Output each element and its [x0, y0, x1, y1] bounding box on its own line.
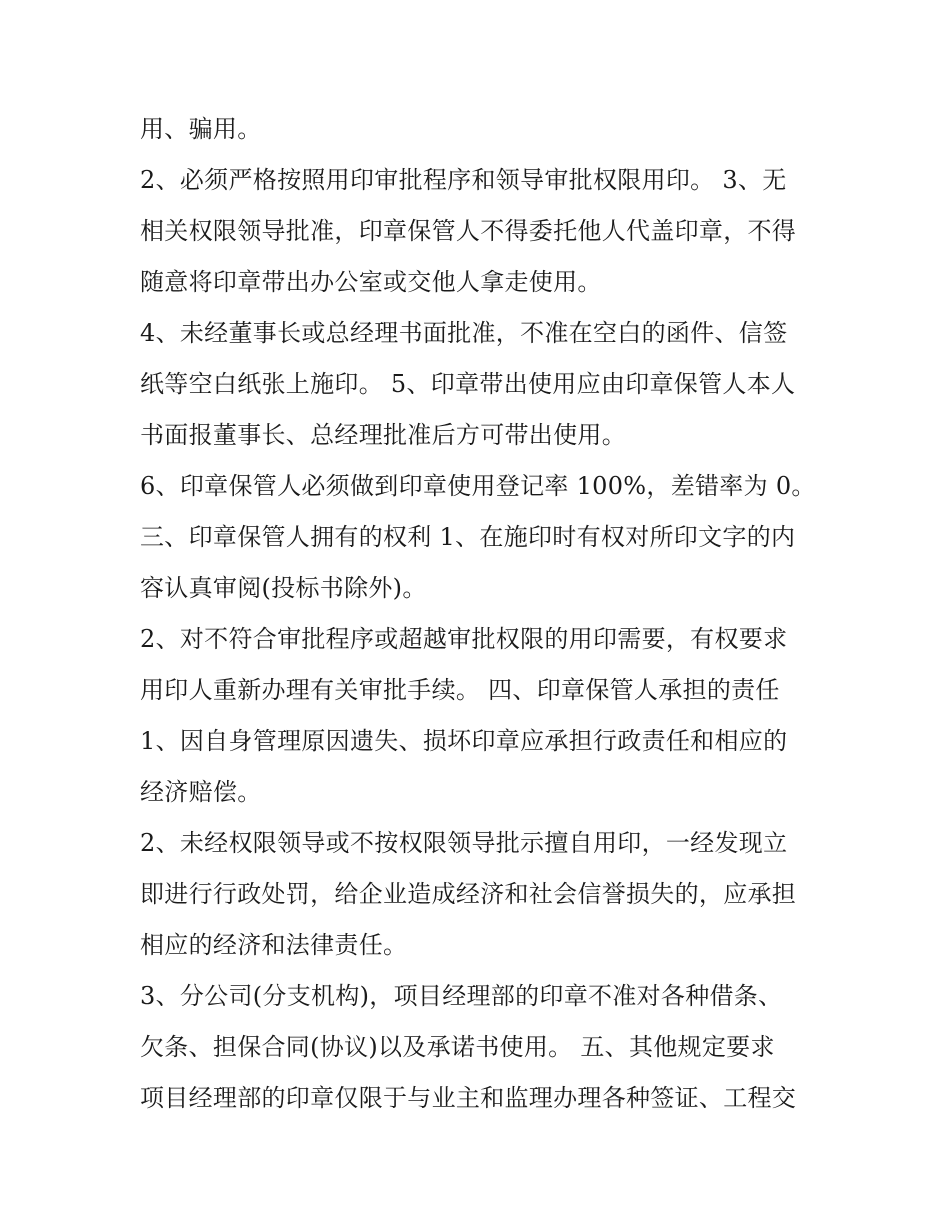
text-line-9: 三、印章保管人拥有的权利 1、在施印时有权对所印文字的内	[140, 523, 796, 551]
text-line-16: 即进行行政处罚，给企业造成经济和社会信誉损失的，应承担	[140, 880, 797, 908]
text-line-13: 1、因自身管理原因遗失、损坏印章应承担行政责任和相应的	[140, 727, 788, 755]
text-line-6: 纸等空白纸张上施印。 5、印章带出使用应由印章保管人本人	[140, 370, 796, 398]
text-line-3: 相关权限领导批准，印章保管人不得委托他人代盖印章，不得	[140, 217, 797, 245]
text-line-12: 用印人重新办理有关审批手续。 四、印章保管人承担的责任	[140, 676, 780, 704]
text-line-1: 用、骗用。	[140, 115, 262, 143]
text-line-17: 相应的经济和法律责任。	[140, 931, 408, 959]
text-line-10: 容认真审阅(投标书除外)。	[140, 574, 427, 602]
text-line-8: 6、印章保管人必须做到印章使用登记率 100%，差错率为 0。	[140, 472, 816, 500]
text-line-4: 随意将印章带出办公室或交他人拿走使用。	[140, 268, 602, 296]
text-line-18: 3、分公司(分支机构)，项目经理部的印章不准对各种借条、	[140, 982, 783, 1010]
text-line-5: 4、未经董事长或总经理书面批准，不准在空白的函件、信签	[140, 319, 788, 347]
text-line-20: 项目经理部的印章仅限于与业主和监理办理各种签证、工程交	[140, 1084, 797, 1112]
text-line-15: 2、未经权限领导或不按权限领导批示擅自用印，一经发现立	[140, 829, 788, 857]
text-line-2: 2、必须严格按照用印审批程序和领导审批权限用印。 3、无	[140, 166, 787, 194]
text-line-14: 经济赔偿。	[140, 778, 262, 806]
document-body	[140, 104, 830, 1124]
text-line-7: 书面报董事长、总经理批准后方可带出使用。	[140, 421, 626, 449]
text-line-11: 2、对不符合审批程序或超越审批权限的用印需要，有权要求	[140, 625, 788, 653]
text-line-19: 欠条、担保合同(协议)以及承诺书使用。 五、其他规定要求	[140, 1033, 775, 1061]
